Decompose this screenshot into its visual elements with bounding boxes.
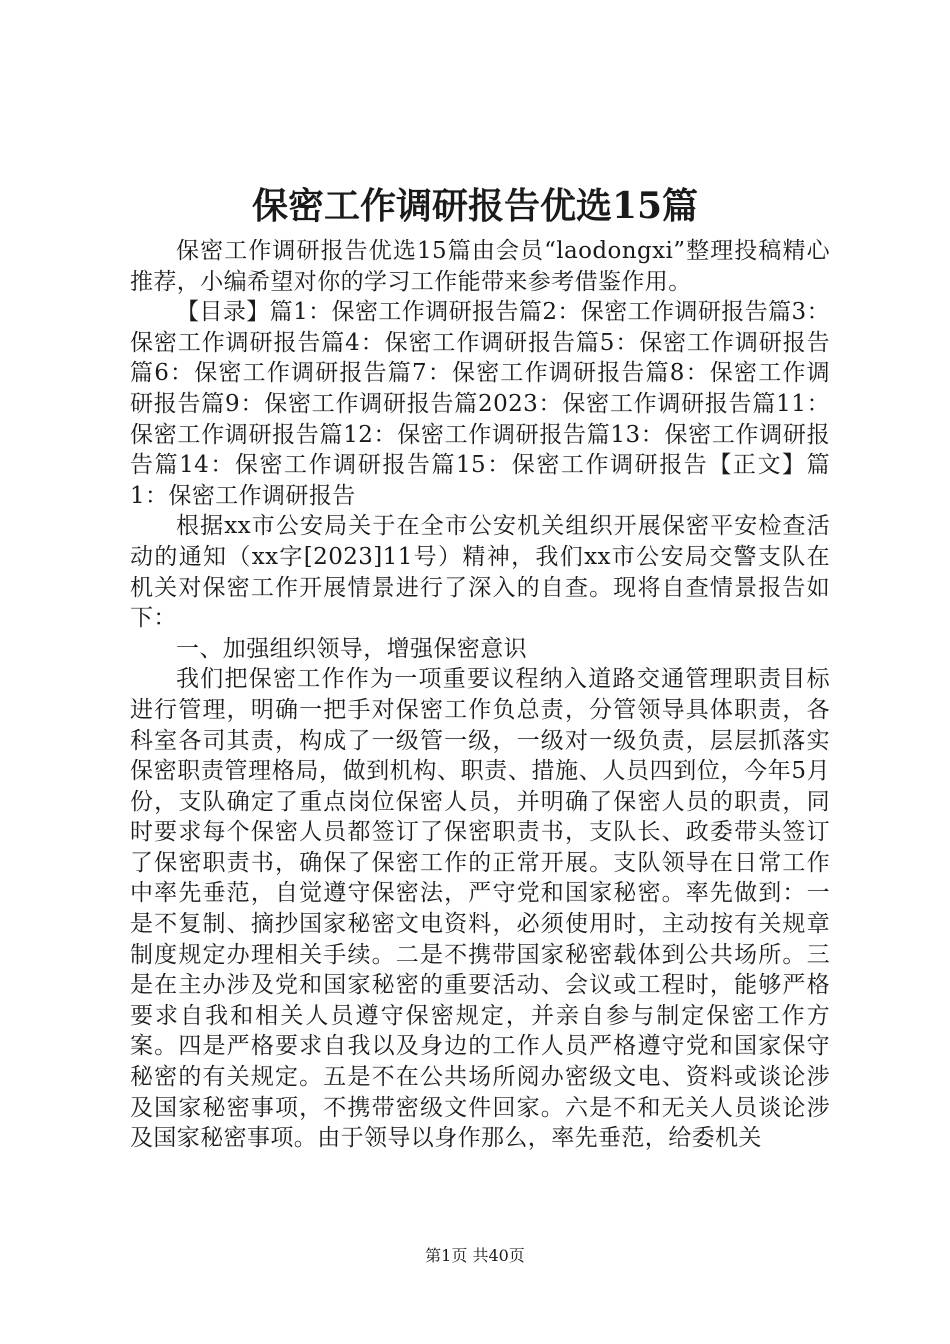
document-title: 保密工作调研报告优选15篇 [251,185,699,227]
body-paragraph: 根据xx市公安局关于在全市公安机关组织开展保密平安检查活动的通知（xx字[2023]11号）精神，我们xx市公安局交警支队在机关对保密工作开展情景进行了深入的自查。现将自查情景报告如下： [130,513,830,632]
body-paragraph: 我们把保密工作作为一项重要议程纳入道路交通管理职责目标进行管理，明确一把手对保密工作负总责，分管领导具体职责，各科室各司其责，构成了一级管一级，一级对一级负责，层层抓落实保密职责管理格局，做到机构、职责、措施、人员四到位，今年5月份，支队确定了重点岗位保密人员，并明确了保密人员的职责，同时要求每个保密人员都签订了保密职责书，支队长、政委带头签订了保密职责书，确保了保密工作的正常开展。支队领导在日常工作中率先垂范，自觉遵守保密法，严守党和国家秘密。率先做到：一是不复制、摘抄国家秘密文电资料，必须使用时，主动按有关规章制度规定办理相关手续。二是不携带国家秘密载体到公共场所。三是在主办涉及党和国家秘密的重要活动、会议或工程时，能够严格要求自我和相关人员遵守保密规定，并亲自参与制定保密工作方案。四是严格要求自我以及身边的工作人员严格遵守党和国家保守秘密的有关规定。五是不在公共场所阅办密级文电、资料或谈论涉及国家秘密事项，不携带密级文件回家。六是不和无关人员谈论涉及国家秘密事项。由于领导以身作那么，率先垂范，给委机关 [130,666,830,1152]
document-body [130,236,830,1154]
page-number-footer: 第1页 共40页 [425,1246,525,1265]
table-of-contents-paragraph: 【目录】篇1：保密工作调研报告篇2：保密工作调研报告篇3：保密工作调研报告篇4：保密工作调研报告篇5：保密工作调研报告篇6：保密工作调研报告篇7：保密工作调研报告篇8：保密工作调研报告篇9：保密工作调研报告篇2023：保密工作调研报告篇11：保密工作调研报告篇12：保密工作调研报告篇13：保密工作调研报告篇14：保密工作调研报告篇15：保密工作调研报告【正文】篇1：保密工作调研报告 [130,299,830,509]
section-heading: 一、加强组织领导，增强保密意识 [176,635,527,662]
intro-paragraph: 保密工作调研报告优选15篇由会员“laodongxi”整理投稿精心推荐，小编希望对你的学习工作能带来参考借鉴作用。 [130,238,830,295]
